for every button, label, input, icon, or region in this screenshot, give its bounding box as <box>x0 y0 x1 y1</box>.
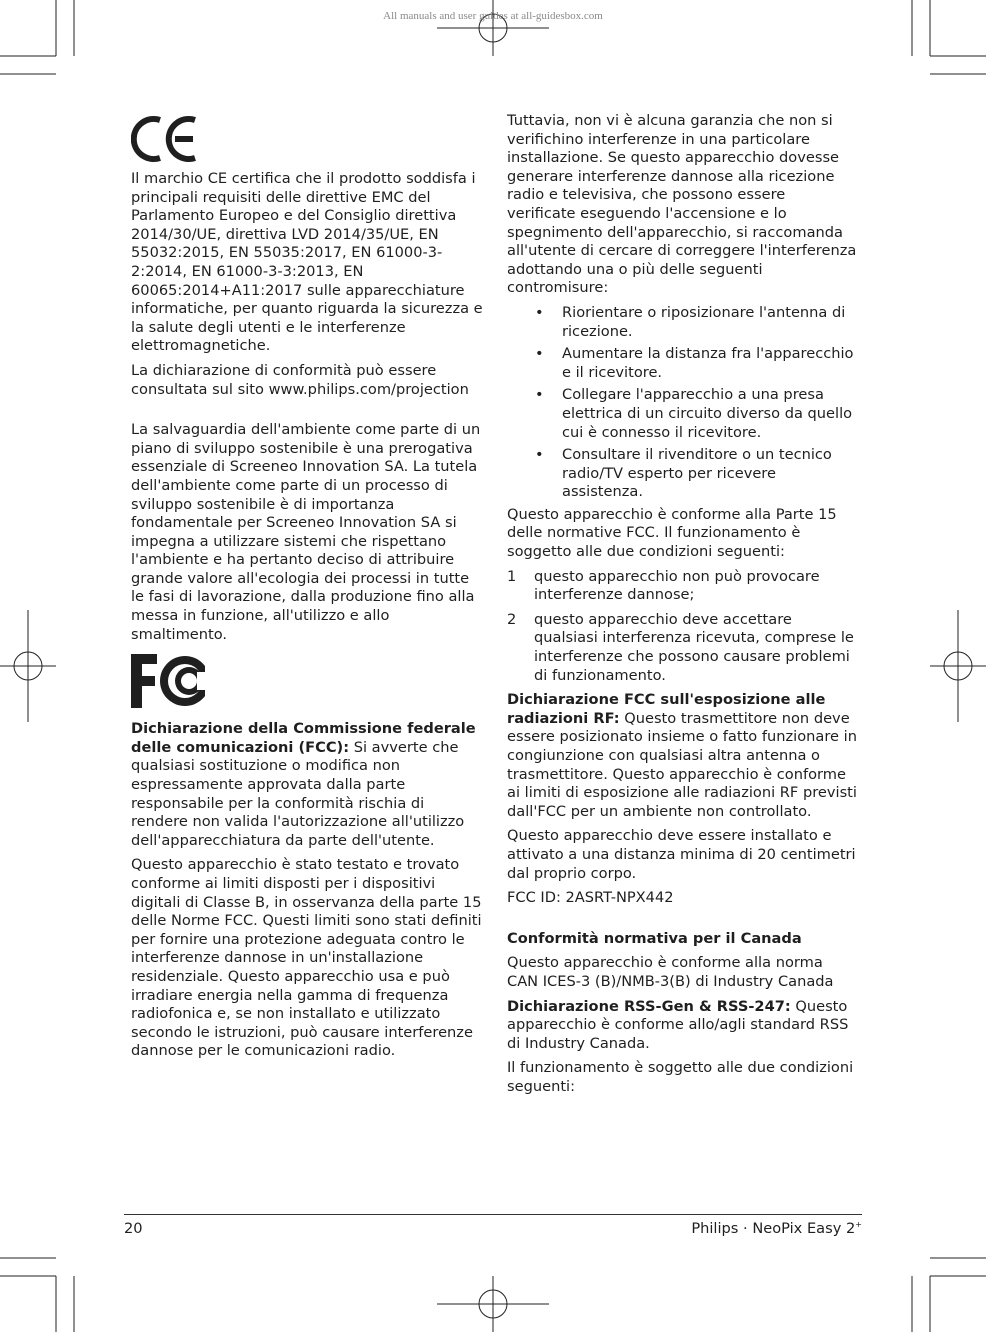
title-superscript: + <box>855 1220 862 1229</box>
part15-text: Questo apparecchio è conforme alla Parte 15 delle normative FCC. Il funzionamento è soggetto alle due condizioni seguenti: <box>507 505 837 561</box>
list-item: • Aumentare la distanza fra l'apparecchio e il ricevitore. <box>535 345 854 381</box>
interference-intro: Tuttavia, non vi è alcuna garanzia che non si verifichino interferenze in una particolare installazione. Se questo apparecchio dovesse generare interferenze dannose alla ricezione radio e televisiva, che possono essere verificate eseguendo l'accensione e lo spegnimento dell'apparecchio, si raccomanda all'utente di cercare di correggere l'interferenza adottando una o più delle seguenti contromisure: <box>507 112 857 297</box>
ce-text: Il marchio CE certifica che il prodotto soddisfa i principali requisiti delle direttive EMC del Parlamento Europeo e del Consiglio direttiva 2014/30/UE, direttiva LVD 2014/35/UE, EN 55032:2015, EN 55035:2017, EN 61000-3-2:2014, EN 61000-3-3:2013, EN 60065:2014+A11:2017 sulle apparecchiature informatiche, per quanto riguarda la sicurezza e la salute degli utenti e le interferenze elettromagnetiche. <box>131 170 483 355</box>
footer-title: Philips · NeoPix Easy 2+ <box>691 1220 862 1237</box>
canada-text: Questo apparecchio è conforme alla norma CAN ICES-3 (B)/NMB-3(B) di Industry Canada <box>507 954 834 990</box>
rf-statement <box>507 691 857 821</box>
bullet-icon: • <box>535 446 544 464</box>
list-item: • Riorientare o riposizionare l'antenna di ricezione. <box>535 303 846 340</box>
footer-divider <box>124 1214 862 1215</box>
rf-text: Questo trasmettitore non deve essere posizionato insieme o fatto funzionare in congiunzione con qualsiasi altra antenna o trasmettitore. Questo apparecchio è conforme ai limiti di esposizione alle radiazioni RF previsti dall'FCC per un ambiente non controllato. <box>507 709 857 820</box>
rss-statement <box>507 998 857 1054</box>
list-item: • Collegare l'apparecchio a una presa elettrica di un circuito diverso da quello cui è connesso il ricevitore. <box>535 386 853 441</box>
fcc-text: Si avverte che qualsiasi sostituzione o modifica non espressamente approvata dalla parte responsabile per la conformità rischia di rendere non valida l'autorizzazione all'utilizzo dell'apparecchiatura da parte dell'utente. <box>131 738 465 849</box>
fcc-id: FCC ID: 2ASRT-NPX442 <box>507 889 674 907</box>
rss-heading: Dichiarazione RSS-Gen & RSS-247: <box>507 997 791 1015</box>
canada-heading: Conformità normativa per il Canada <box>507 929 802 947</box>
list-item: 1 questo apparecchio non può provocare interferenze dannose; <box>507 567 820 604</box>
fcc-statement <box>131 720 483 850</box>
list-item: 2 questo apparecchio deve accettare qualsiasi interferenza ricevuta, comprese le interferenze che possono causare problemi di funzionamento. <box>507 610 854 684</box>
list-item: • Consultare il rivenditore o un tecnico radio/TV esperto per ricevere assistenza. <box>535 446 832 501</box>
distance-text: Questo apparecchio deve essere installato e attivato a una distanza minima di 20 centimetri dal proprio corpo. <box>507 827 856 882</box>
watermark: All manuals and user guides at all-guidesbox.com <box>383 10 603 22</box>
conditions-list <box>507 568 857 686</box>
rss-text: Questo apparecchio è conforme allo/agli standard RSS di Industry Canada. <box>507 997 849 1052</box>
fcc-heading: Dichiarazione della Commissione federale delle comunicazioni (FCC): <box>131 720 476 756</box>
countermeasure-list <box>507 304 857 502</box>
operation-text: Il funzionamento è soggetto alle due condizioni seguenti: <box>507 1059 854 1095</box>
bullet-icon: • <box>535 345 544 363</box>
right-column <box>507 112 857 1103</box>
left-column <box>131 114 483 1067</box>
rf-heading: Dichiarazione FCC sull'esposizione alle radiazioni RF: <box>507 691 826 727</box>
bullet-icon: • <box>535 303 544 321</box>
environment-text: La salvaguardia dell'ambiente come parte di un piano di sviluppo sostenibile è una prerogativa essenziale di Screeneo Innovation SA. La tutela dell'ambiente come parte di un processo di sviluppo sostenibile è di importanza fondamentale per Screeneo Innovation SA si impegna a utilizzare sistemi che rispettano l'ambiente e ha pertanto deciso di attribuire grande valore all'ecologia dei processi in tutte le fasi di lavorazione, dalla produzione fino alla messa in funzione, all'utilizzo e allo smaltimento. <box>131 421 481 643</box>
ce-logo <box>131 114 201 164</box>
page-number: 20 <box>124 1220 143 1237</box>
bullet-icon: • <box>535 386 544 404</box>
classb-text: Questo apparecchio è stato testato e trovato conforme ai limiti disposti per i dispositivi digitali di Classe B, in osservanza della parte 15 delle Norme FCC. Questi limiti sono stati definiti per fornire una protezione adeguata contro le interferenze dannose in un'installazione residenziale. Questo apparecchio usa e può irradiare energia nella gamma di frequenza radiofonica e, se non installato e utilizzato secondo le istruzioni, può causare interferenze dannose per le comunicazioni radio. <box>131 856 482 1060</box>
conformity-text: La dichiarazione di conformità può essere consultata sul sito www.philips.com/projection <box>131 361 469 398</box>
fcc-logo <box>131 652 215 710</box>
